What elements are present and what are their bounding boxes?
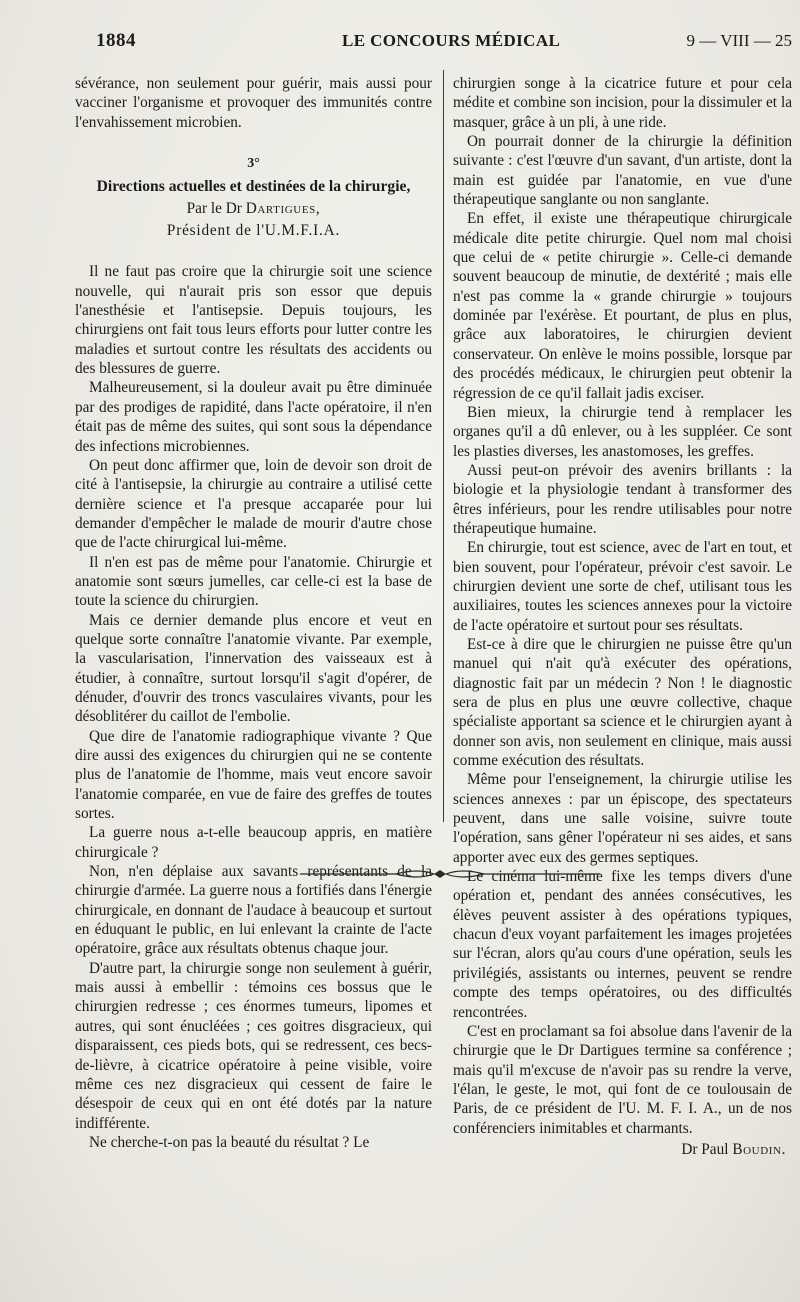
paragraph: C'est en proclamant sa foi absolue dans l'avenir de la chirurgie que le Dr Dartigues termine sa conférence ; mais qu'il m'excuse de n'avoir pas su rendre la verve, l'élan, le geste, le mot, qui font de ce toulousain de Paris, de ce président de l'U. M. F. I. A., un de nos conférenciers inimitables et charmants. [453,1022,792,1137]
paragraph: En chirurgie, tout est science, avec de l'art en tout, et bien souvent, pour l'opérateur, prévoir c'est savoir. Le chirurgien devient une sorte de chef, utilisant tous les auxiliaires, toutes les sciences annexes pour la victoire de l'acte opératoire et surtout pour ses résultats. [453,539,792,634]
paragraph: chirurgien songe à la cicatrice future et pour cela médite et combine son incision, pour la dissimuler et la masquer, grâce à un pli, à une ride. [453,75,792,131]
article-title: Directions actuelles et destinées de la chirurgie, [96,178,411,196]
paragraph: On peut donc affirmer que, loin de devoir son droit de cité à l'antisepsie, la chirurgie au contraire a utilisé cette dernière science et l'a presque accaparée pour lui demander d'empêcher le malade de mourir d'autre chose que de l'acte chirurgical lui-même. [75,456,432,552]
paragraph: Même pour l'enseignement, la chirurgie utilise les sciences annexes : par un épiscope, des spectateurs peuvent, dans une salle voisine, suivre toute l'opération, sans gêner l'opérateur ni ses aides, et sans apporter avec eux des germes septiques. [453,771,792,866]
paragraph: sévérance, non seulement pour guérir, mais aussi pour vacciner l'organisme et provoquer des immunités contre l'envahissement microbien. [75,75,432,131]
paragraph: Il ne faut pas croire que la chirurgie soit une science nouvelle, qui n'aurait pris son essor que depuis l'anesthésie et l'antisepsie. Depuis toujours, les chirurgiens ont fait tous leurs efforts pour lutter contre les maladies et surtout contre les résultats des accidents ou des blessures de guerre. [75,263,432,378]
paragraph: Bien mieux, la chirurgie tend à remplacer les organes qu'il a dû enlever, ou à les suppléer. Ce sont les plasties diverses, les anastomoses, les greffes. [453,403,792,460]
paragraph: D'autre part, la chirurgie songe non seulement à guérir, mais aussi à embellir : témoins ces bossus que le chirurgien redresse ; ces énormes tumeurs, lipomes et autres, qui sont énucléées ; ces goitres disgracieux, qui disparaissent, ces pieds bots, qui se redressent, ces becs-de-lièvre, à cicatrice opératoire à peine visible, voire même ces nez disgracieux qui cessent de faire le désespoir de ceux qui en ont été dotés par la nature indifférente. [75,959,432,1132]
page-header [0,30,800,54]
left-column [75,74,432,1152]
column-divider [443,70,444,822]
paragraph: La guerre nous a-t-elle beaucoup appris, en matière chirurgicale ? [75,824,432,861]
paragraph: Mais ce dernier demande plus encore et veut en quelque sorte connaître l'anatomie vivante. Par exemple, la vascularisation, l'innervation des vaisseaux est à étudier, à connaître, surtout lorsqu'il s'agit d'opérer, de dénuder, d'ouvrir des troncs vasculaires vivants, pour les désoblitérer du caillot de l'embolie. [75,611,432,726]
paragraph: En effet, il existe une thérapeutique chirurgicale médicale dite petite chirurgie. Quel nom mal choisi que celui de « petite chirurgie ». Celle-ci demande souvent beaucoup de minutie, de dextérité ; mais elle n'est pas comme la « grande chirurgie » toujours dominée par l'exérèse. Et pourtant, de plus en plus, grâce aux laboratoires, le chirurgien devient conservateur. On enlève le moins possible, lorsque par des procédés médicaux, le chirurgien peut obtenir la régression de ce qu'il fallait jadis exciser. [453,210,792,402]
paragraph: Le cinéma lui-même fixe les temps divers d'une opération et, pendant des années consécutives, les élèves peuvent assister à des opérations typiques, chacun d'eux voyant parfaitement les images projetées sur l'écran, alors qu'au cours d'une opération, seuls les privilégiés, assistants ou internes, peuvent se rendre compte des temps opératoires, ou des difficultés rencontrées. [453,868,792,1021]
paragraph: Que dire de l'anatomie radiographique vivante ? Que dire aussi des exigences du chirurgien qui ne se contente plus de l'anatomie de l'homme, mais veut encore savoir l'anatomie comparée, en vue de faire des greffes de toutes sortes. [75,727,432,823]
author-affiliation: Président de l'U.M.F.I.A. [166,222,341,240]
signature-prefix: Dr Paul [681,1140,729,1158]
paragraph: Ne cherche-t-on pas la beauté du résultat ? Le [89,1133,370,1151]
paragraph: Malheureusement, si la douleur avait pu être diminuée par des prodiges de rapidité, dans l'acte opératoire, il n'en était pas de même des suites, qui sont sous la dépendance des infections microbiennes. [75,379,432,455]
signature [453,1140,792,1159]
right-column [453,74,792,1159]
author-prefix: Par le Dr [186,199,242,217]
page-number: 1884 [96,30,136,51]
paragraph: Non, n'en déplaise aux savants représentants de la chirurgie d'armée. La guerre nous a fortifiés dans l'énergie chirurgicale, en donnant de l'audace à beaucoup et surtout en éduquant le public, en lui enlevant la crainte de l'acte opératoire, grâce aux résultats obtenus chaque jour. [75,863,432,958]
paragraph: Aussi peut-on prévoir des avenirs brillants : la biologie et la physiologie tendant à transformer des êtres inférieurs, pour les rendre utilisables pour notre thérapeutique humaine. [453,461,792,537]
author-name: Dartigues, [245,199,321,217]
section-number: 3° [247,156,260,172]
paragraph: Il n'en est pas de même pour l'anatomie. Chirurgie et anatomie sont sœurs jumelles, car celle-ci est la base de toute la science du chirurgien. [75,553,432,610]
issue-date: 9 — VIII — 25 [686,31,792,50]
paragraph: On pourrait donner de la chirurgie la définition suivante : c'est l'œuvre d'un savant, d'un artiste, dont la main est guidée par l'anatomie, en vue d'une thérapeutique sanglante ou non sanglante. [453,133,792,209]
signature-name: Boudin. [732,1140,786,1158]
article-author [75,199,432,218]
paragraph: Est-ce à dire que le chirurgien ne puisse être qu'un manuel qui n'ait qu'à exécuter des opérations, diagnostic fait par un médecin ? Non ! le diagnostic sera de plus en plus une œuvre collective, chaque spécialiste apportant sa science et le chirurgien ayant à donner son avis, non seulement en clinique, mais aussi comme exécution des résultats. [453,635,792,770]
ornamental-rule [300,868,600,880]
journal-title: LE CONCOURS MÉDICAL [342,31,561,50]
